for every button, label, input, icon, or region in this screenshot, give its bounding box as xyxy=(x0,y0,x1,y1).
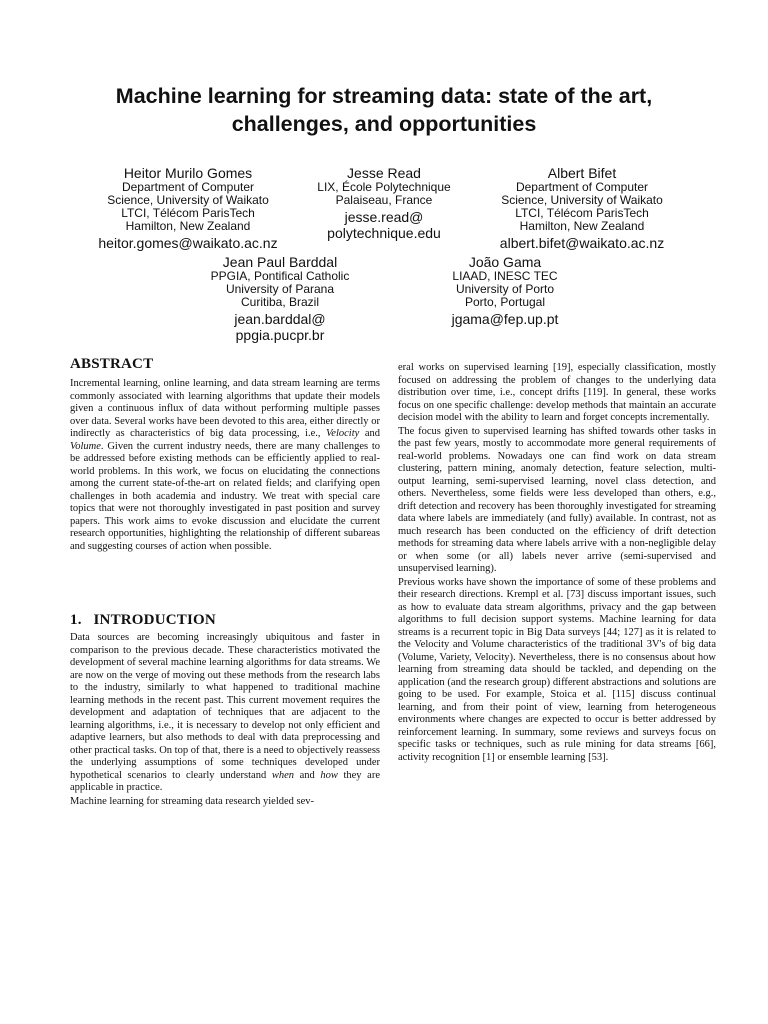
introduction-heading: 1. INTRODUCTION xyxy=(70,612,216,628)
body-paragraph: Previous works have shown the importance of some of these problems and their research directions. Krempl et al. [73] discuss important issues, such as how to evaluate data stream algorithms, privacy and the gap between algorithms to full decision support systems. Machine learning for data streams is a recurrent topic in Big Data surveys [44; 127] as it is related to the Velocity and Volume characteristics of the traditional 3V's of big data (Volume, Variety, Velocity). Nevertheless, there is no consensus about how learning from streaming data should be tackled, and depending on the application (and the research group) different abstractions and solutions are going to be used. For example, Stoica et al. [115] discuss continual learning, and from their point of view, learning from heterogeneous environments where changes are expected to occur is better addressed by reinforcement learning. In summary, some reviews and surveys focus on specific tasks or techniques, such as rule mining for data streams [66], activity recognition [1] or ensemble learning [53]. xyxy=(398,576,716,763)
author-affiliation: University of Parana xyxy=(225,282,335,296)
author-email: jesse.read@ xyxy=(344,209,424,225)
right-column-body xyxy=(398,362,716,764)
author-email: albert.bifet@waikato.ac.nz xyxy=(499,235,665,251)
author-name: Jesse Read xyxy=(347,165,421,181)
body-paragraph: eral works on supervised learning [19], especially classification, mostly focused on addressing the problem of changes to the underlying data distribution over time, i.e., concept drifts [119]. In general, these works focus on one specific challenge: develop methods that maintain an accurate decision model with the ability to learn and forget concepts incrementally. xyxy=(398,362,716,423)
author-affiliation: Science, University of Waikato xyxy=(107,193,269,207)
author-affiliation: Department of Computer xyxy=(515,180,649,194)
author-affiliation: PPGIA, Pontifical Catholic xyxy=(210,269,350,283)
author-name: Jean Paul Barddal xyxy=(222,254,338,270)
author-affiliation: LTCI, Télécom ParisTech xyxy=(515,206,649,220)
author-affiliation: Porto, Portugal xyxy=(464,295,546,309)
abstract-body xyxy=(70,378,380,553)
author-email: polytechnique.edu xyxy=(327,225,441,241)
author-affiliation: Department of Computer xyxy=(121,180,255,194)
author-email: ppgia.pucpr.br xyxy=(235,327,325,343)
author-name: João Gama xyxy=(468,254,542,270)
author-affiliation: LIX, École Polytechnique xyxy=(317,180,451,194)
title-line-1: Machine learning for streaming data: state of the art, xyxy=(115,84,653,108)
author-affiliation: Hamilton, New Zealand xyxy=(519,219,645,233)
intro-paragraph: Data sources are becoming increasingly ubiquitous and faster in comparison to the previous decade. These characteristics motivated the development of several machine learning algorithms for data streams. We are now on the verge of moving out these methods from the research labs to the industry, similarly to what happened to traditional machine learning methods in the recent past. This current movement requires the development and adaptation of techniques that are adjacent to the learning algorithms, i.e., it is necessary to develop not only efficient and adaptive learners, but also methods to deal with data preprocessing and other practical tasks. On top of that, there is a need to objectively reassess the underlying assumptions of some techniques developed under hypothetical scenarios to clearly understand when and how they are applicable in practice. xyxy=(70,632,380,793)
author-email: jgama@fep.up.pt xyxy=(451,311,559,327)
abstract-paragraph: Incremental learning, online learning, and data stream learning are terms commonly associated with learning algorithms that update their models given a continuous influx of data without performing multiple passes over data. Several works have been devoted to this area, either directly or indirectly as characteristics of big data processing, i.e., Velocity and Volume. Given the current industry needs, there are many challenges to be addressed before existing methods can be efficiently applied to real-world problems. In this work, we focus on elucidating the connections among the current state-of-the-art on related fields; and clarifying open challenges in both academia and industry. We treat with special care topics that were not thoroughly investigated in past position and survey papers. This work aims to evoke discussion and elucidate the current research opportunities, highlighting the relationship of different subareas and suggesting courses of action when possible. xyxy=(70,378,380,552)
author-block-gama xyxy=(405,254,605,327)
body-paragraph: The focus given to supervised learning has shifted towards other tasks in the past few years, mostly to accommodate more general requirements of real-world problems. Nowadays one can find work on data stream clustering, pattern mining, anomaly detection, feature selection, multi-output learning, semi-supervised learning, novel class detection, and others. Nevertheless, some fields were less developed than others, e.g., drift detection and recovery has been thoroughly investigated for streaming data where labels are immediately (and fully) available. In contrast, not as much research has been conducted on the efficiency of drift detection methods for streaming data where labels arrive with a non-negligible delay or when some (or all) labels never arrive (semi-supervised and unsupervised learning). xyxy=(398,425,716,574)
author-affiliation: Hamilton, New Zealand xyxy=(125,219,251,233)
author-email: jean.barddal@ xyxy=(234,311,326,327)
author-affiliation: Palaiseau, France xyxy=(335,193,433,207)
intro-paragraph: Machine learning for streaming data research yielded sev- xyxy=(70,795,315,807)
abstract-heading: ABSTRACT xyxy=(70,356,154,372)
author-email: heitor.gomes@waikato.ac.nz xyxy=(98,235,278,251)
author-block-gomes xyxy=(80,165,296,251)
author-affiliation: Science, University of Waikato xyxy=(501,193,663,207)
author-affiliation: LIAAD, INESC TEC xyxy=(452,269,558,283)
paper-title xyxy=(60,82,708,138)
title-line-2: challenges, and opportunities xyxy=(231,112,537,136)
author-block-bifet xyxy=(480,165,684,251)
author-affiliation: Curitiba, Brazil xyxy=(240,295,320,309)
author-block-barddal xyxy=(180,254,380,343)
author-name: Heitor Murilo Gomes xyxy=(123,165,253,181)
author-affiliation: LTCI, Télécom ParisTech xyxy=(121,206,255,220)
author-affiliation: University of Porto xyxy=(455,282,555,296)
author-block-read xyxy=(286,165,482,241)
introduction-body xyxy=(70,632,380,808)
author-name: Albert Bifet xyxy=(547,165,617,181)
